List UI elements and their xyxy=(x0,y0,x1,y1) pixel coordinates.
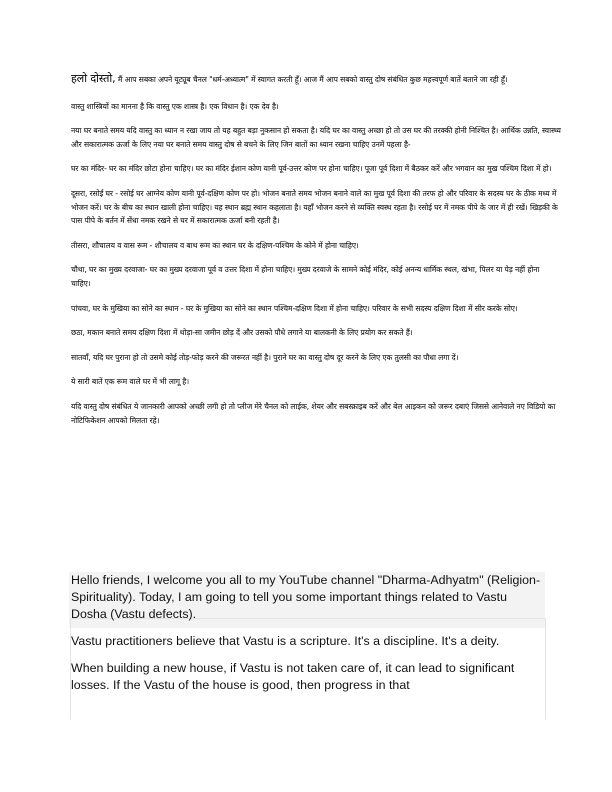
hindi-paragraph: घर का मंदिर- घर का मंदिर छोटा होना चाहिए। घर का मंदिर ईशान कोण यानी पूर्व-उत्तर कोण पर होना चाहिए। पूजा पूर्व दिशा में बैठकर करें और भगवान का मुख पश्चिम दिशा में हो। xyxy=(71,164,552,174)
hindi-paragraph: नया घर बनाते समय यदि वास्तु का ध्यान न रखा जाय तो यह बहुत बड़ा नुकसान हो सकता है। यदि घर का वास्तु अच्छा हो तो उस घर की तरक्की होनी निश्चित है। आर्थिक उन्नति, स्वास्थ्य और सकारात्मक ऊर्जा के लिए नया घर बनाते समय वास्तु दोष से बचने के लिए जिन बातों का ध्यान रखना चाहिए उनमें पहला है- xyxy=(71,126,561,149)
hindi-intro-paragraph xyxy=(71,72,561,87)
english-paragraph: Hello friends, I welcome you all to my YouTube channel "Dharma-Adhyatm" (Religion-Spirituality). Today, I am going to tell you some important things related to Vastu Dosha (Vastu defects). xyxy=(71,573,541,621)
hindi-paragraph: तीसरा, शौचालय व वास रूम - शौचालय व बाथ रूम का स्थान घर के दक्षिण-पश्चिम के कोने में होना चाहिए। xyxy=(71,240,359,250)
english-paragraph: Vastu practitioners believe that Vastu is a scripture. It's a discipline. It's a deity. xyxy=(71,634,500,648)
hindi-paragraph: सातवाँ, यदि घर पुराना हो तो उसमे कोई तोड़-फोड़ करने की जरूरत नहीं है। पुराने घर का वास्तु दोष दूर करने के लिए एक तुलसी का पौधा लगा दें। xyxy=(71,352,459,362)
hindi-text-block xyxy=(71,72,561,438)
hindi-paragraph: पांचवा, घर के मुखिया का सोने का स्थान - घर के मुखिया का सोने का स्थान पश्चिम-दक्षिण दिशा में होना चाहिए। परिवार के सभी सदस्य दक्षिण दिशा में सीर करके सोए। xyxy=(71,303,518,313)
english-translation-block xyxy=(71,572,545,704)
hindi-paragraph: छठा, मकान बनाते समय दक्षिण दिशा में थोड़ा-सा जमीन छोड़ दें और उसको पौधे लगाने या बालकनी के लिए प्रयोग कर सकते हैं। xyxy=(71,328,413,338)
hindi-paragraph: यदि वास्तु दोष संबंधित ये जानकारी आपको अच्छी लगी हो तो प्लीज मेरे चैनल को लाईक, शेयर और सबस्क्राइब करें और बेल आइकन को जरूर दबाएं जिससे आनेवाले नए विडियो का नोटिफिकेशन आपको मिलता रहे। xyxy=(71,401,556,425)
greeting-text: हलो दोस्तो, xyxy=(71,72,116,85)
hindi-paragraph: दूसरा, रसोईं घर - रसोई घर आग्नेय कोण यानी पूर्व-दक्षिण कोण पर हो। भोजन बनाते समय भोजन बनाने वाले का मुख पूर्व दिशा की तरफ हो और परिवार के सदस्य घर के ठीक मध्य में भोजन करें। घर के बीच का स्थान खाली होना चाहिए। यह स्थान ब्रह्म स्थान कहलाता है। यहाँ भोजन करने से व्यक्ति स्वस्थ रहता है। रसोई घर में नमक पीपे के जार में ही रखें। खिड़की के पास पीपे के बर्तन में सेंधा नमक रखने से घर में सकारात्मक ऊर्जा बनी रहती है। xyxy=(71,188,558,226)
hindi-paragraph: वास्तु शास्त्रियों का मानना है कि वास्तु एक शास्त्र है। एक विधान है। एक देव है। xyxy=(71,101,279,111)
hindi-paragraph: चौथा, घर का मुख्य दरवाजा- घर का मुख्य दरवाजा पूर्व व उत्तर दिशा में होना चाहिए। मुख्य दरवाजे के सामने कोई मंदिर, कोई अनन्य धार्मिक स्थल, खंभा, पिलर या पेड़ नहीं होना चाहिए। xyxy=(71,265,540,288)
english-paragraph: When building a new house, if Vastu is not taken care of, it can lead to significant losses. If the Vastu of the house is good, then progress in that xyxy=(71,661,515,692)
intro-text: मैं आप सबका अपने यूट्यूब चैनल "धर्म-अध्यात्म" में स्वागत करती हूँ। आज मैं आप सबको वास्तु दोष संबंधित कुछ महत्त्वपूर्ण बातें बताने जा रही हूँ। xyxy=(115,75,508,84)
hindi-paragraph: ये सारी बातें एक रूम वाले घर में भी लागू है। xyxy=(71,377,189,387)
